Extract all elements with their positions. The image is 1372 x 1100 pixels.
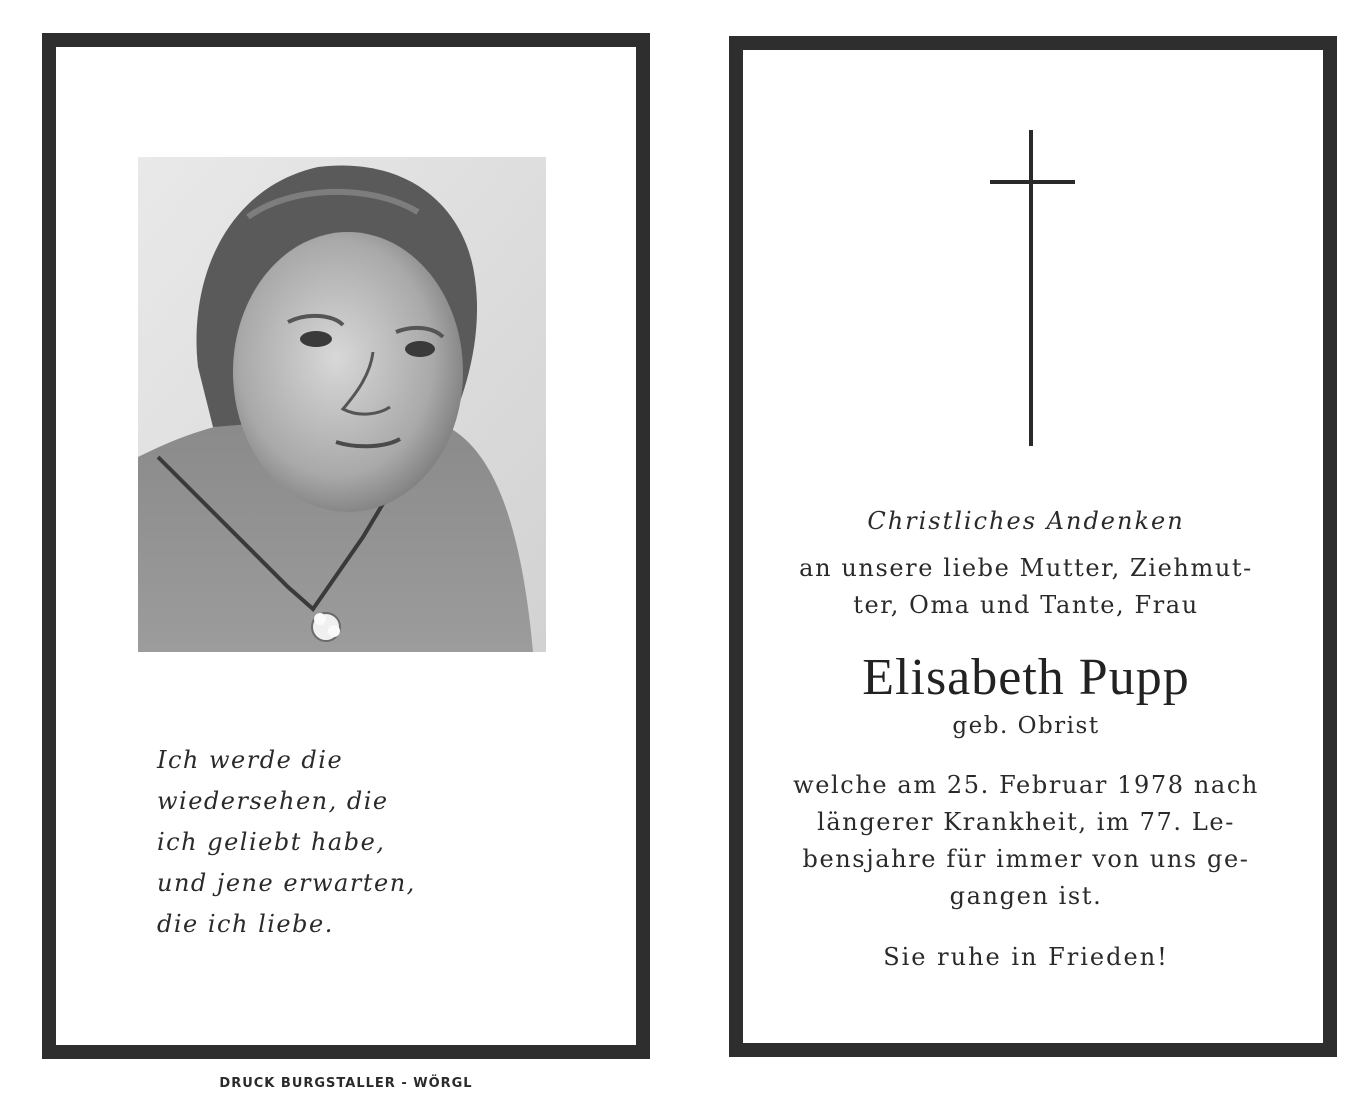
quote-line: ich geliebt habe, — [157, 828, 386, 856]
detail-line: bensjahre für immer von uns ge- — [802, 845, 1250, 873]
quote-line: Ich werde die — [157, 746, 344, 774]
maiden-name: geb. Obrist — [952, 713, 1100, 739]
latin-cross-icon — [0, 0, 1372, 460]
memorial-heading: Christliches Andenken — [867, 507, 1185, 535]
quote-line: wiedersehen, die — [157, 787, 389, 815]
detail-line: gangen ist. — [949, 882, 1103, 910]
memorial-quote — [157, 740, 597, 945]
intro-line: an unsere liebe Mutter, Ziehmut- — [799, 554, 1253, 582]
detail-line: welche am 25. Februar 1978 nach — [793, 771, 1259, 799]
intro-text — [770, 550, 1282, 624]
intro-line: ter, Oma und Tante, Frau — [853, 591, 1199, 619]
closing-blessing: Sie ruhe in Frieden! — [883, 943, 1169, 971]
deceased-name: Elisabeth Pupp — [862, 649, 1190, 706]
quote-line: und jene erwarten, — [157, 869, 416, 897]
detail-line: längerer Krankheit, im 77. Le- — [817, 808, 1235, 836]
death-details — [770, 767, 1282, 915]
quote-line: die ich liebe. — [157, 910, 334, 938]
printer-credit: DRUCK BURGSTALLER - WÖRGL — [219, 1076, 473, 1091]
